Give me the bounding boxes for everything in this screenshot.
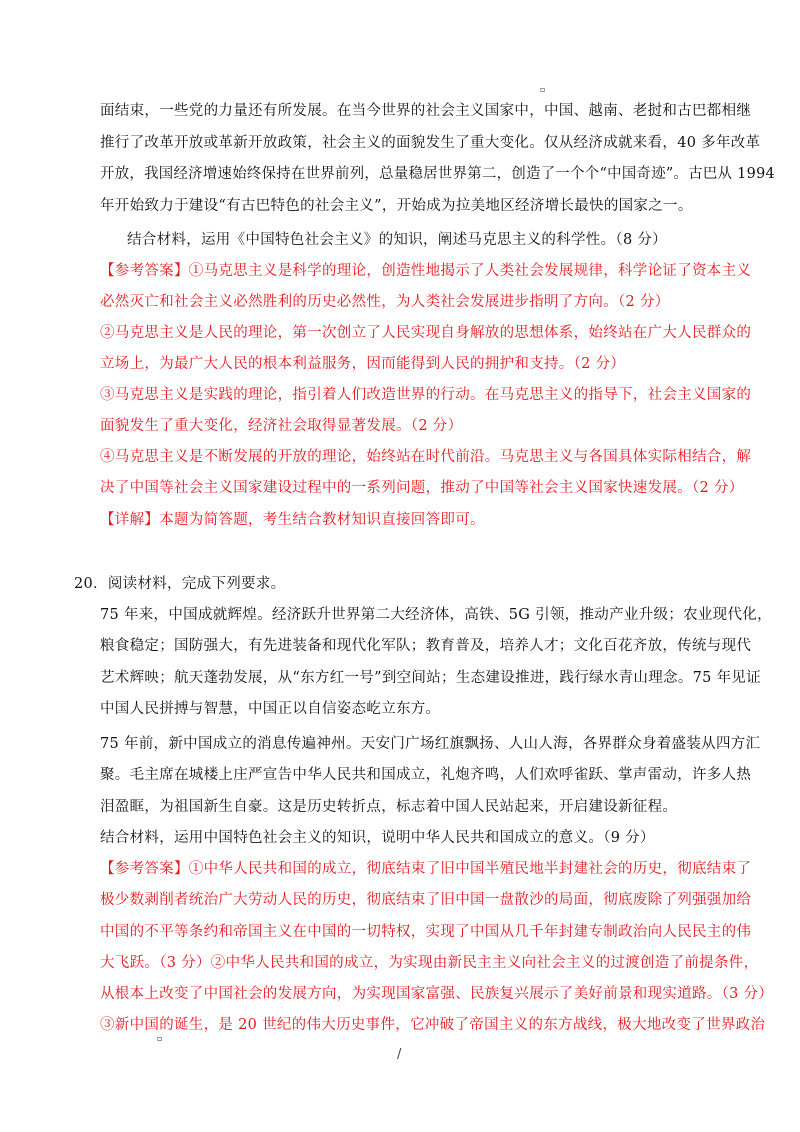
q20-para1-line-1: 75 年来，中国成就辉煌。经济跃升世界第二大经济体，高铁、5G 引领，推动产业升级；农业现代化， <box>100 607 772 623</box>
q20-para1-line-4: 中国人民拼搏与智慧，中国正以自信姿态屹立东方。 <box>100 701 441 717</box>
question20-header: 20．阅读材料，完成下列要求。 <box>74 576 286 592</box>
answer20-line-6: ③新中国的诞生，是 20 世纪的伟大历史事件，它冲破了帝国主义的东方战线，极大地改变了世界政治 <box>100 1017 766 1033</box>
q20-para1-line-3: 艺术辉映；航天蓬勃发展，从“东方红一号”到空间站；生态建设推进，践行绿水青山理念。75 年见证 <box>100 670 761 686</box>
q20-para1-line-2: 粮食稳定；国防强大，有先进装备和现代化军队；教育普及，培养人才；文化百花齐放，传统与现代 <box>100 638 752 654</box>
answer19-detail: 【详解】本题为简答题，考生结合教材知识直接回答即可。 <box>100 512 485 528</box>
q20-para2-line-3: 泪盈眶，为祖国新生自豪。这是历史转折点，标志着中国人民站起来，开启建设新征程。 <box>100 799 678 815</box>
continuation-line-4: 年开始致力于建设“有古巴特色的社会主义”，开始成为拉美地区经济增长最快的国家之一。 <box>100 198 693 214</box>
answer19-line-7: ④马克思主义是不断发展的开放的理论，始终站在时代前沿。马克思主义与各国具体实际相结合，解 <box>100 449 752 465</box>
answer19-line-6: 面貌发生了重大变化，经济社会取得显著发展。（2 分） <box>100 418 463 434</box>
answer20-line-1: 【参考答案】①中华人民共和国的成立，彻底结束了旧中国半殖民地半封建社会的历史，彻底结束了 <box>100 861 752 877</box>
answer19-line-3: ②马克思主义是人民的理论，第一次创立了人民实现自身解放的思想体系，始终站在广大人民群众的 <box>100 325 752 341</box>
page-number-mark: / <box>397 1047 402 1062</box>
q20-para2-line-1: 75 年前，新中国成立的消息传遍神州。天安门广场红旗飘扬、人山人海，各界群众身着盛装从四方汇 <box>100 736 761 752</box>
page-top-mark: ▫ <box>540 85 546 94</box>
continuation-line-2: 推行了改革开放或革新开放政策，社会主义的面貌发生了重大变化。仅从经济成就来看，40 多年改革 <box>100 135 761 151</box>
answer19-line-4: 立场上，为最广大人民的根本利益服务，因而能得到人民的拥护和支持。（2 分） <box>100 356 626 372</box>
continuation-line-1: 面结束，一些党的力量还有所发展。在当今世界的社会主义国家中，中国、越南、老挝和古巴都相继 <box>100 103 752 119</box>
answer20-line-3: 中国的不平等条约和帝国主义在中国的一切特权，实现了中国从几千年封建专制政治向人民民主的伟 <box>100 924 752 940</box>
page-bottom-mark: ▫ <box>157 1034 163 1043</box>
question20-prompt: 结合材料，运用中国特色社会主义的知识，说明中华人民共和国成立的意义。（9 分） <box>100 830 655 846</box>
continuation-line-3: 开放，我国经济增速始终保持在世界前列，总量稳居世界第二，创造了一个个“中国奇迹”。古巴从 1994 <box>100 166 776 182</box>
answer19-line-5: ③马克思主义是实践的理论，指引着人们改造世界的行动。在马克思主义的指导下，社会主义国家的 <box>100 387 752 403</box>
answer20-line-4: 大飞跃。（3 分）②中华人民共和国的成立，为实现由新民主主义向社会主义的过渡创造了前提条件， <box>100 955 759 971</box>
q20-para2-line-2: 聚。毛主席在城楼上庄严宣告中华人民共和国成立，礼炮齐鸣，人们欢呼雀跃、掌声雷动，许多人热 <box>100 767 752 783</box>
answer19-line-1: 【参考答案】①马克思主义是科学的理论，创造性地揭示了人类社会发展规律，科学论证了资本主义 <box>100 263 752 279</box>
question19-prompt: 结合材料，运用《中国特色社会主义》的知识，阐述马克思主义的科学性。（8 分） <box>127 232 667 248</box>
answer20-line-5: 从根本上改变了中国社会的发展方向，为实现国家富强、民族复兴展示了美好前景和现实道路。（3 分） <box>100 986 774 1002</box>
answer19-line-8: 决了中国等社会主义国家建设过程中的一系列问题，推动了中国等社会主义国家快速发展。（2 分） <box>100 480 744 496</box>
answer19-line-2: 必然灭亡和社会主义必然胜利的历史必然性，为人类社会发展进步指明了方向。（2 分） <box>100 294 670 310</box>
answer20-line-2: 极少数剥削者统治广大劳动人民的历史，彻底结束了旧中国一盘散沙的局面，彻底废除了列强强加给 <box>100 892 752 908</box>
